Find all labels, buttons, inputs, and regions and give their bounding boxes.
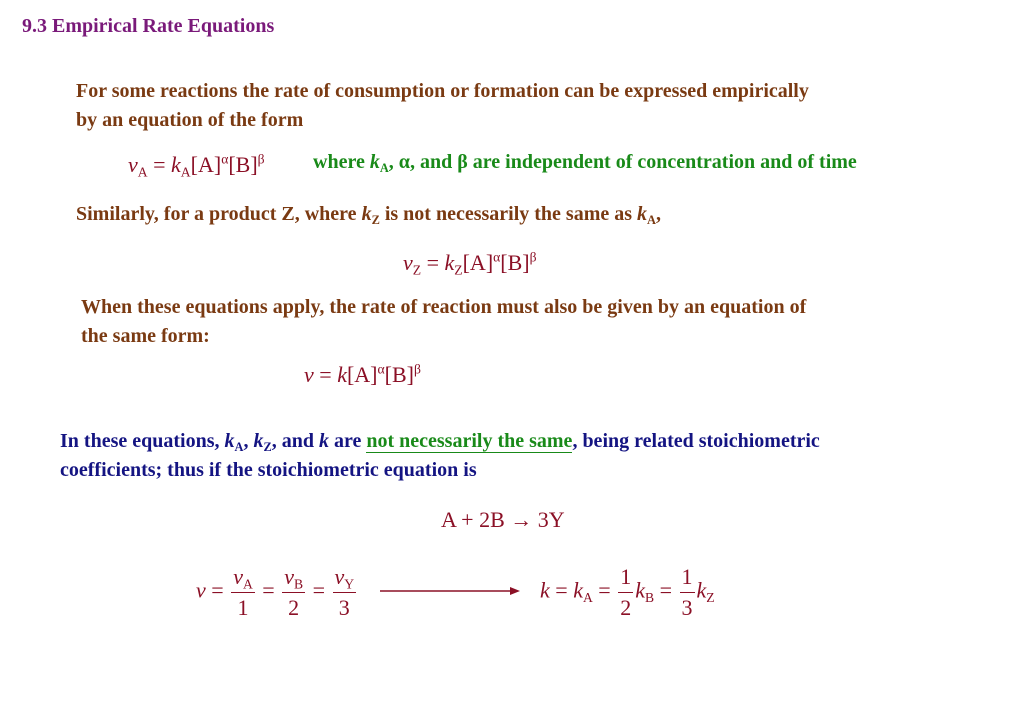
rate-fraction-equation: v = $\frac{v_A}{1}$ = $\frac{v_B}{2}$ = $\frac{v_Y}{3}$ xyxy=(196,562,358,623)
fraction-vB: $\frac{v_B}{2}$ xyxy=(284,564,304,620)
rate-equation-A: $v_A = k_A[A]^\alpha[B]^\beta$ xyxy=(128,151,265,180)
in-these-paragraph xyxy=(60,427,820,485)
when-line-1: When these equations apply, the rate of reaction must also be given by an equation of xyxy=(81,296,807,318)
in-these-line-1: In these equations, $k_A$, $k_Z$, and k are not necessarily the same, being related stoichiometric xyxy=(60,430,820,454)
intro-line-2: by an equation of the form xyxy=(76,109,304,131)
rate-constant-equation: $k = k_A$ = $\frac{1}{2}$ $k_B$ = $\frac{1}{3}$ $k_Z$ xyxy=(540,562,715,623)
fraction-vA: $\frac{v_A}{1}$ xyxy=(233,564,253,620)
intro-paragraph xyxy=(76,77,809,135)
when-line-2: the same form: xyxy=(81,325,210,347)
intro-line-1: For some reactions the rate of consumption or formation can be expressed empirically xyxy=(76,80,809,102)
fraction-third: $\frac{1}{3}$ xyxy=(681,564,693,620)
fraction-half: $\frac{1}{2}$ xyxy=(620,564,632,620)
page-title: 9.3 Empirical Rate Equations xyxy=(22,15,275,37)
stoichiometric-equation: A + 2B → 3Y xyxy=(441,507,565,532)
independence-note: where $k_A$, α, and β are independent of concentration and of time xyxy=(313,151,857,175)
rate-equation-Z: $v_Z = k_Z[A]^\alpha[B]^\beta$ xyxy=(403,249,537,278)
fraction-vY: $\frac{v_Y}{3}$ xyxy=(334,564,355,620)
similarly-line: Similarly, for a product Z, where $k_Z$ is not necessarily the same as $k_A$, xyxy=(76,203,661,227)
right-arrow-icon xyxy=(380,586,520,596)
rate-equation-overall: $v = k[A]^\alpha[B]^\beta$ xyxy=(304,361,421,387)
in-these-line-2: coefficients; thus if the stoichiometric equation is xyxy=(60,459,477,481)
when-paragraph xyxy=(81,293,806,351)
not-necessarily-same-underlined: not necessarily the same xyxy=(366,430,573,452)
